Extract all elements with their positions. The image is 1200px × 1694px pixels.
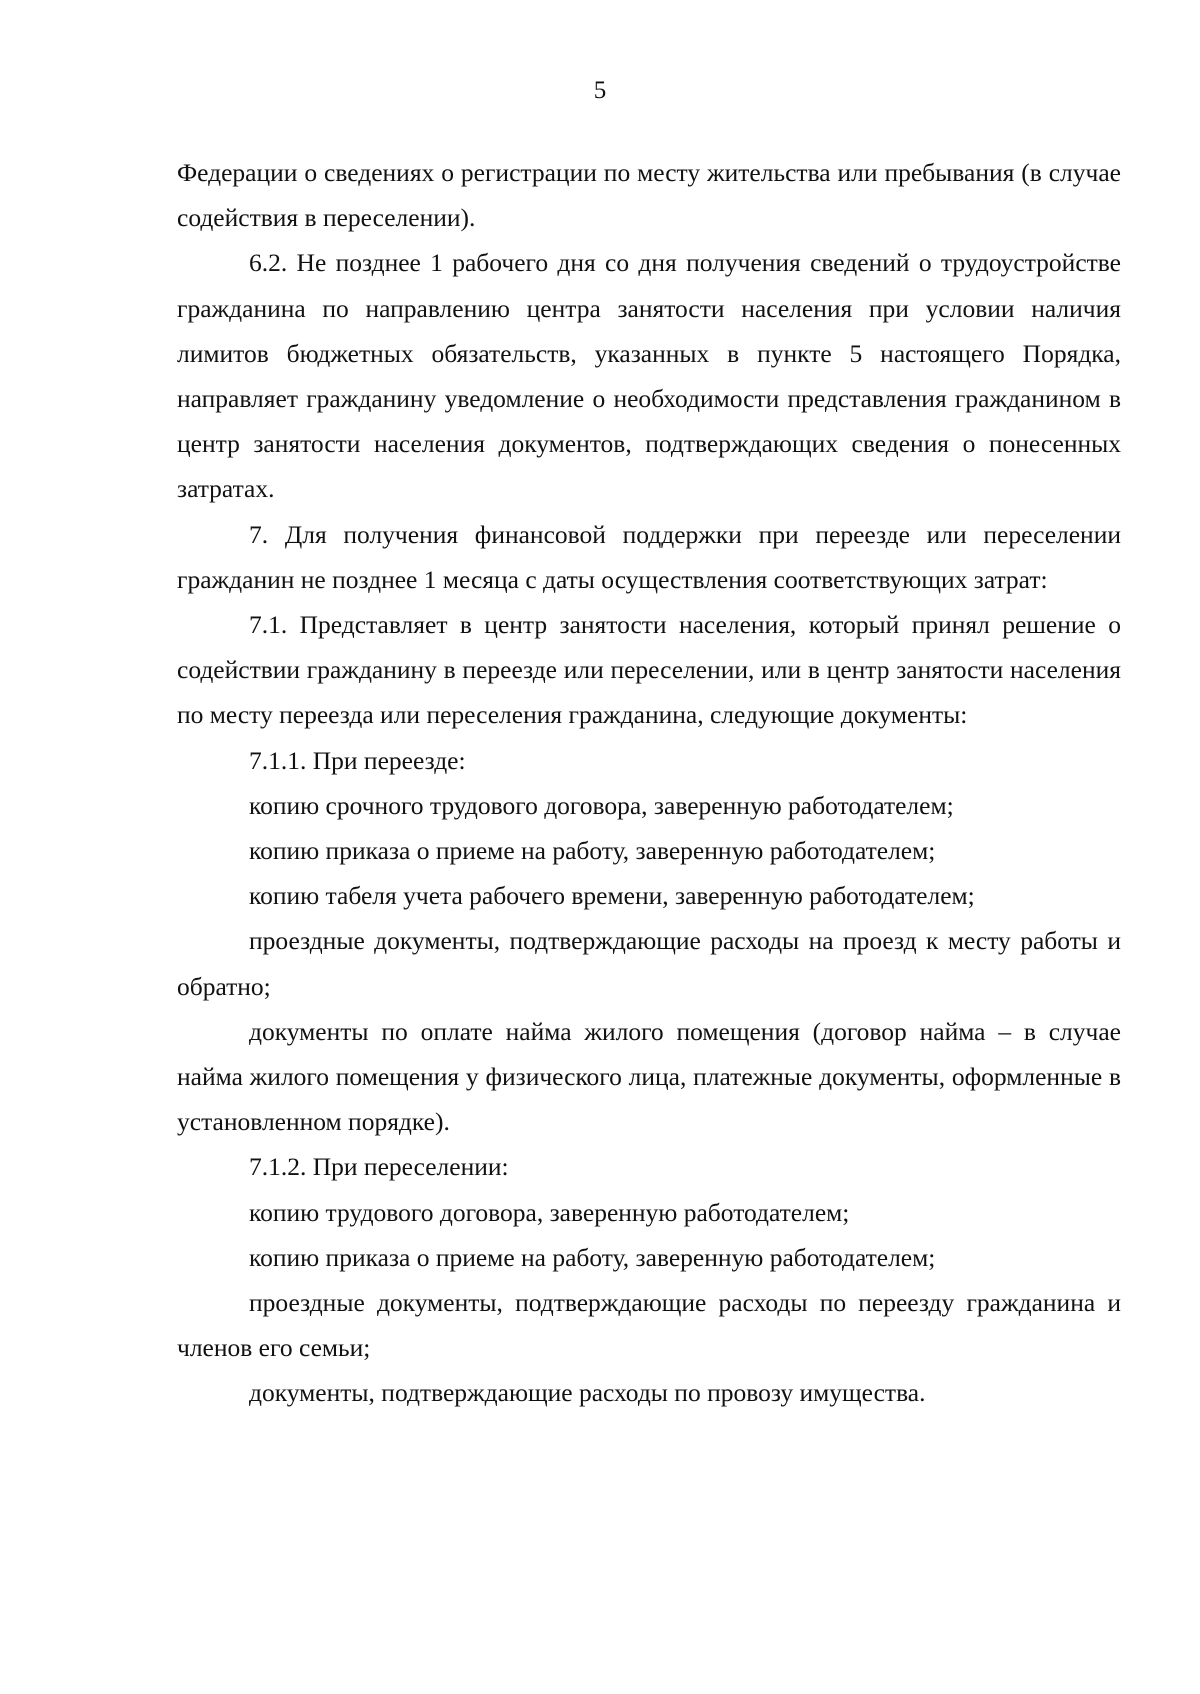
paragraph: 7.1.1. При переезде: — [249, 745, 466, 775]
page-number: 5 — [593, 77, 607, 104]
paragraph: документы по оплате найма жилого помещения (договор найма – в случае найма жилого помещения у физического лица, платежные документы, оформленные в установленном порядке). — [177, 1016, 1121, 1137]
paragraph: документы, подтверждающие расходы по провозу имущества. — [249, 1378, 926, 1408]
paragraph: 7.1.2. При переселении: — [249, 1152, 509, 1182]
paragraph: копию приказа о приеме на работу, заверенную работодателем; — [249, 1242, 936, 1272]
paragraph: проездные документы, подтверждающие расходы по переезду гражданина и членов его семьи; — [177, 1288, 1121, 1363]
paragraph: 7. Для получения финансовой поддержки при переезде или переселении гражданин не позднее 1 месяца с даты осуществления соответствующих затрат: — [177, 519, 1121, 594]
paragraph: 7.1. Представляет в центр занятости населения, который принял решение о содействии гражданину в переезде или переселении, или в центр занятости населения по месту переезда или переселения гражданина, следующие документы: — [177, 610, 1121, 730]
paragraph: копию табеля учета рабочего времени, заверенную работодателем; — [249, 881, 975, 911]
paragraph: копию трудового договора, заверенную работодателем; — [249, 1197, 850, 1227]
paragraph: копию приказа о приеме на работу, заверенную работодателем; — [249, 836, 936, 866]
document-body — [177, 150, 1121, 1416]
paragraph: Федерации о сведениях о регистрации по месту жительства или пребывания (в случае содействия в переселении). — [177, 158, 1121, 233]
paragraph: 6.2. Не позднее 1 рабочего дня со дня получения сведений о трудоустройстве гражданина по направлению центра занятости населения при условии наличия лимитов бюджетных обязательств, указанных в пункте 5 настоящего Порядка, направляет гражданину уведомление о необходимости представления гражданином в центр занятости населения документов, подтверждающих сведения о понесенных затратах. — [177, 248, 1121, 504]
paragraph: проездные документы, подтверждающие расходы на проезд к месту работы и обратно; — [177, 926, 1121, 1001]
paragraph: копию срочного трудового договора, заверенную работодателем; — [249, 790, 954, 820]
